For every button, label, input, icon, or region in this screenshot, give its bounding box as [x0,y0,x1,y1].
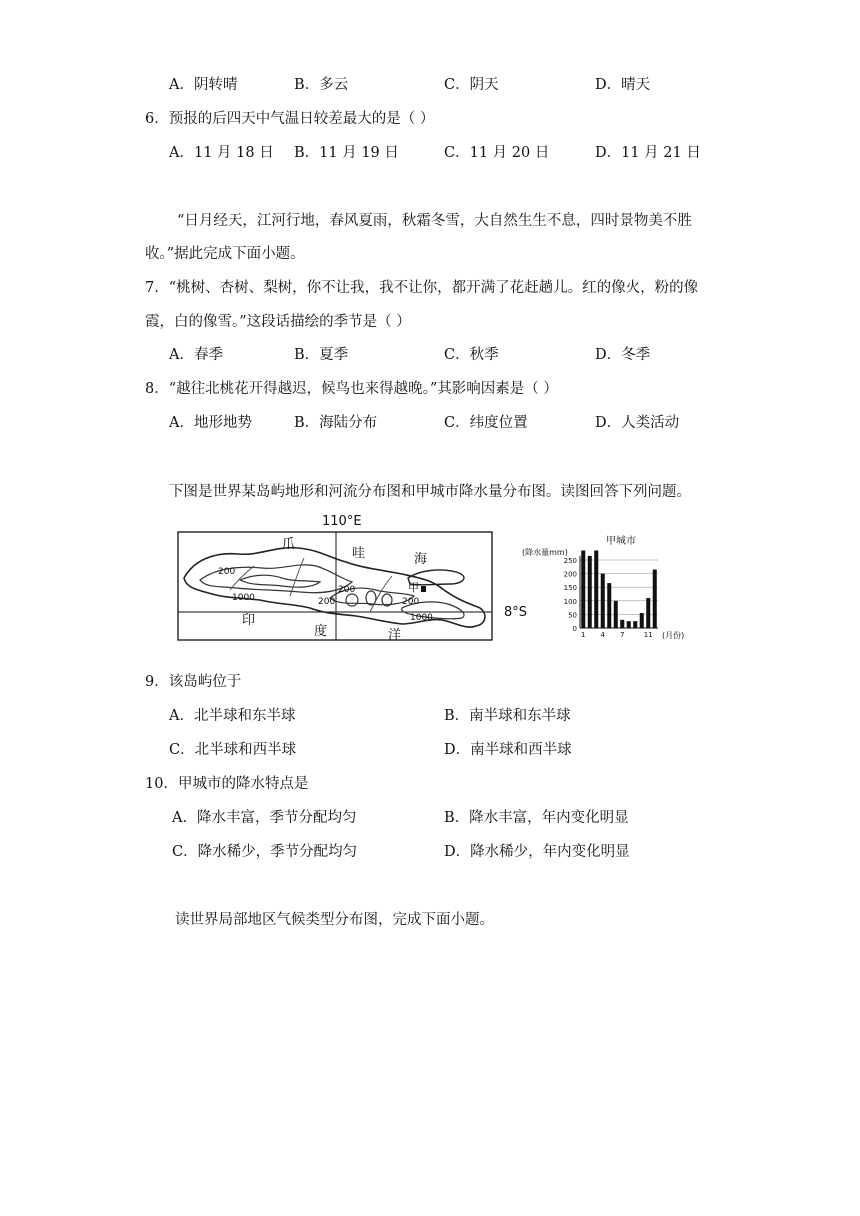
q7-option-c: C．秋季 [444,347,499,363]
precipitation-bar-month-11 [646,598,650,628]
y-tick-label: 200 [563,570,577,579]
q7-option-d: D．冬季 [595,347,651,363]
q9-stem: 9．该岛屿位于 [145,674,242,690]
label-jia: 甲 [408,581,419,594]
y-tick-label: 150 [563,584,577,593]
contour-label-200-a: 200 [218,567,236,577]
precipitation-bar-month-1 [581,550,585,628]
q5-option-d: D．晴天 [595,77,651,93]
precipitation-bar-month-12 [653,570,657,628]
q6-stem: 6．预报的后四天中气温日较差最大的是（ ） [145,111,435,127]
island-terrain-map [170,508,540,658]
q7-option-a: A．春季 [169,347,223,363]
contour-label-200-d: 200 [402,597,420,607]
q5-option-c: C．阴天 [444,77,499,93]
q10-option-c: C．降水稀少，季节分配均匀 [172,844,358,860]
label-zhua: 爪 [282,537,296,552]
precipitation-bar-month-2 [588,556,592,628]
q8-option-c: C．纬度位置 [444,415,528,431]
q6-option-c: C．11 月 20 日 [444,145,550,161]
q6-option-a: A．11 月 18 日 [169,145,274,161]
meridian-label: 110°E [322,514,362,529]
q10-stem: 10．甲城市的降水特点是 [145,776,309,792]
contour-label-200-b: 200 [318,597,336,607]
city-jia-marker [421,586,426,592]
x-tick-label: 1 [581,631,586,639]
q9-option-a: A．北半球和东半球 [169,708,296,724]
q6-option-d: D．11 月 21 日 [595,145,701,161]
q10-option-a: A．降水丰富，季节分配均匀 [172,810,357,826]
precipitation-bar-month-7 [620,620,624,628]
q8-option-d: D．人类活动 [595,415,680,431]
q7-option-b: B．夏季 [294,347,349,363]
precipitation-bar-month-10 [640,613,644,628]
q9-option-b: B．南半球和东半球 [444,708,571,724]
intro-paragraph-1-line-1: “日月经天，江河行地，春风夏雨，秋霜冬雪，大自然生生不息，四时景物美不胜 [177,213,692,229]
y-tick-label: 250 [563,557,577,565]
latitude-label: 8°S [504,605,528,620]
q10-option-d: D．降水稀少，年内变化明显 [444,844,630,860]
x-tick-label: 4 [600,631,605,639]
contour-1000-west [240,575,320,587]
map-frame [178,532,492,640]
q6-option-b: B．11 月 19 日 [294,145,399,161]
chart-ylabel: (降水量mm) [522,548,568,557]
precipitation-bar-month-6 [614,601,618,628]
label-yin: 印 [242,613,256,628]
label-yang: 洋 [388,628,402,643]
contour-label-1000-a: 1000 [232,593,255,603]
precipitation-chart [520,530,700,645]
chart-title: 甲城市 [606,536,636,547]
label-wa: 哇 [352,546,366,561]
q9-option-c: C．北半球和西半球 [169,742,297,758]
label-du: 度 [314,624,328,639]
contour-label-1000-b: 1000 [410,613,433,623]
intro-paragraph-2: 下图是世界某岛屿地形和河流分布图和甲城市降水量分布图。读图回答下列问题。 [169,484,691,500]
precipitation-bar-month-5 [607,583,611,628]
y-tick-label: 100 [563,597,577,606]
intro-paragraph-1-line-2: 收。”据此完成下面小题。 [145,246,305,262]
q8-option-a: A．地形地势 [169,415,252,431]
q10-option-b: B．降水丰富，年内变化明显 [444,810,629,826]
y-tick-label: 50 [568,611,577,620]
contour-label-200-c: 200 [338,585,356,595]
precipitation-bar-month-8 [627,621,631,628]
q8-option-b: B．海陆分布 [294,415,378,431]
label-hai: 海 [414,552,428,567]
chart-xlabel: (月份) [662,631,685,640]
x-tick-label: 7 [620,631,625,639]
river-2 [290,558,304,596]
q8-stem: 8．“越往北桃花开得越迟，候鸟也来得越晚。”其影响因素是（ ） [145,381,558,397]
q9-option-d: D．南半球和西半球 [444,742,572,758]
q7-stem-line-1: 7．“桃树、杏树、梨树，你不让我，我不让你，都开满了花赶趟儿。红的像火，粉的像 [145,280,699,296]
precipitation-bar-month-4 [601,574,605,628]
y-tick-label: 0 [572,625,577,633]
x-tick-label: 11 [643,631,653,639]
precipitation-bar-month-9 [633,621,637,628]
q5-option-b: B．多云 [294,77,349,93]
q7-stem-line-2: 霞，白的像雪。”这段话描绘的季节是（ ） [145,314,411,330]
q5-option-a: A．阴转晴 [169,77,238,93]
precipitation-bar-month-3 [594,550,598,628]
intro-paragraph-3: 读世界局部地区气候类型分布图，完成下面小题。 [175,912,494,928]
